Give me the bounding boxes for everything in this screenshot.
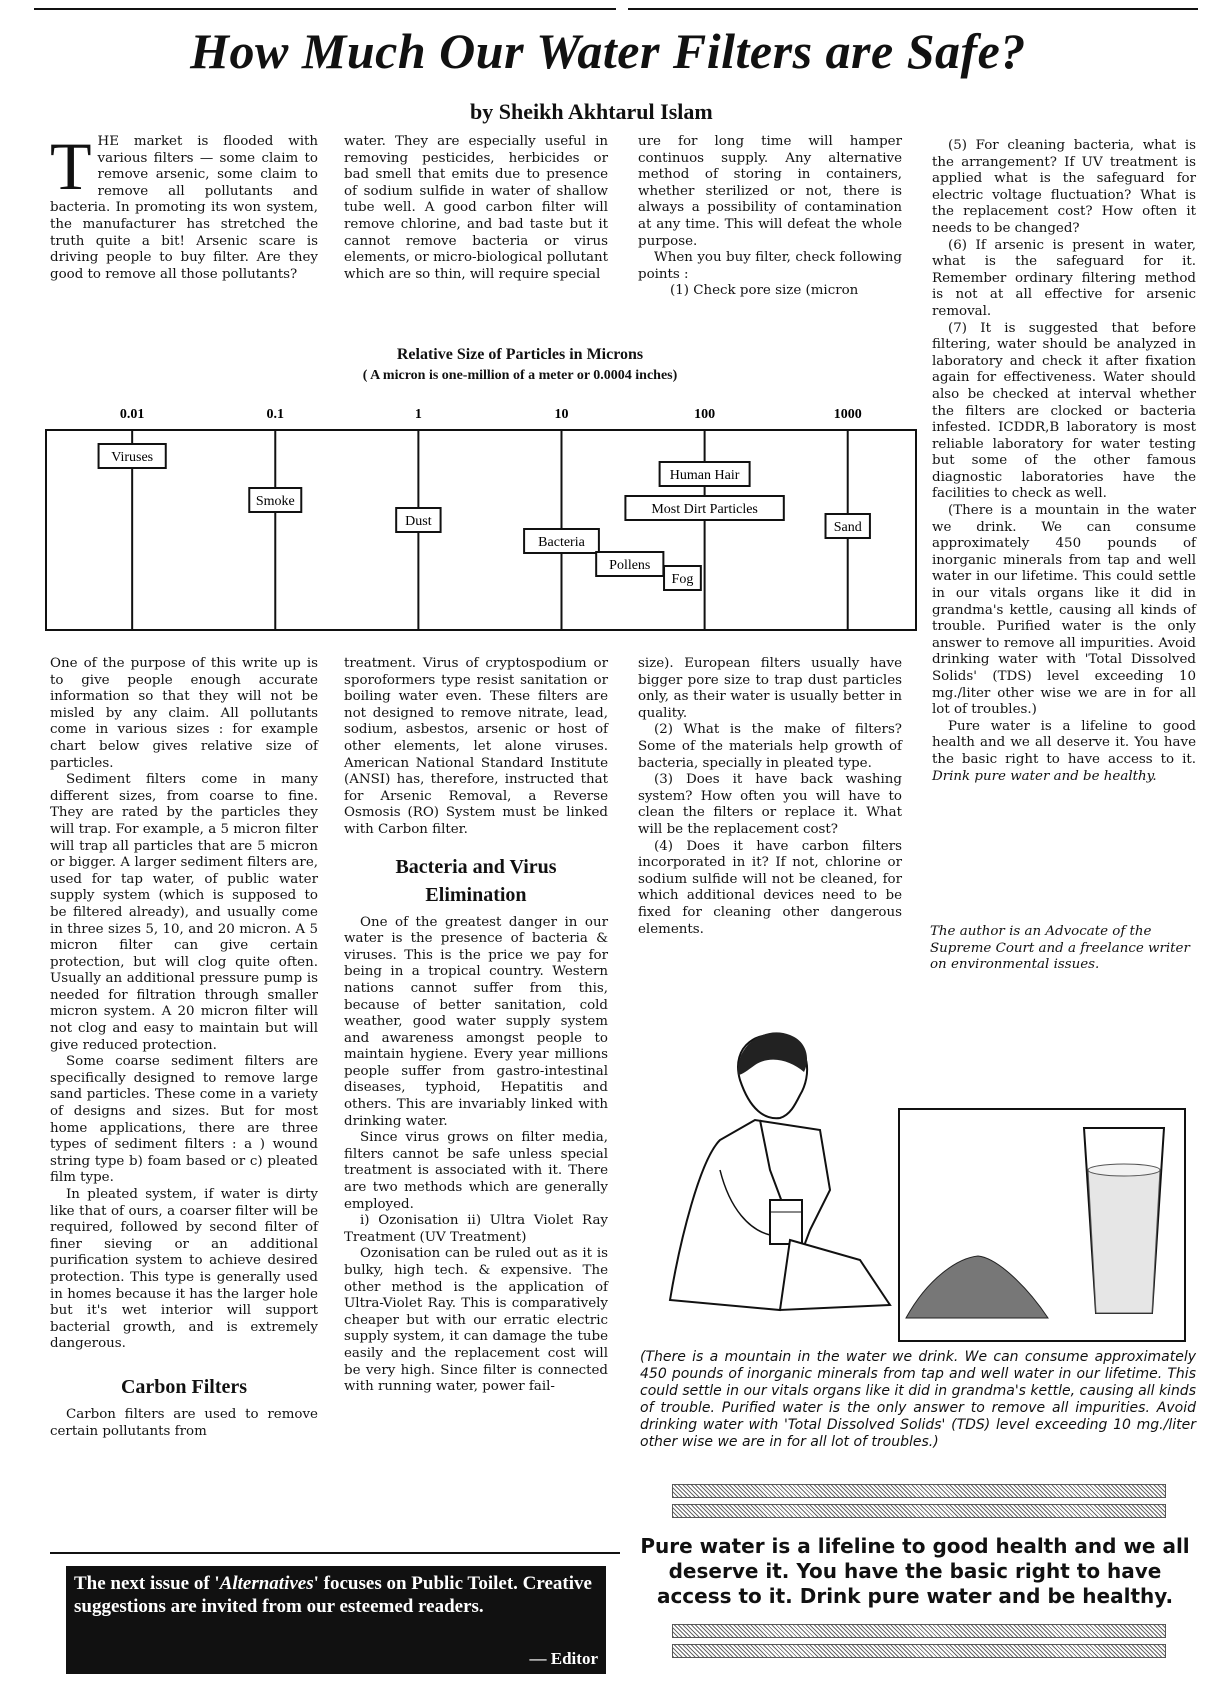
hatch-rule-2 <box>672 1504 1166 1518</box>
particle-box <box>625 496 783 520</box>
tick-label: 0.1 <box>266 407 285 422</box>
paragraph: (There is a mountain in the water we drink. We can consume approximately 450 pounds of inorganic minerals from tap and well water in our lifetime. This could settle in our vitals organs like it did in grandma's kettle, causing all kinds of trouble. Purified water is the only answer to remove all impurities. Avoid drinking water with 'Total Dissolved Solids' (TDS) level exceeding 10 mg./liter other wise we are in for all lot of troubles.) <box>932 503 1196 718</box>
paragraph: Sediment filters come in many different sizes, from coarse to fine. They are rated by the particles they will trap. For example, a 5 micron filter will trap all particles that are 5 micron or bigger. A larger sediment filters are, used for tap water, of public water supply system (which is supposed to be filtered already), and usually come in three sizes 5, 10, and 20 micron. A 5 micron filter can give certain protection, but will clog quite often. Usually an additional pressure pump is needed for filtration through smaller micron system. A 20 micron filter will not clog and easy to maintain but will give reduced protection. <box>50 772 318 1053</box>
paragraph: (5) For cleaning bacteria, what is the arrangement? If UV treatment is applied what is the safeguard for electric voltage fluctuation? What is the replacement cost? How often it needs to be changed? <box>932 138 1196 236</box>
editor-notice <box>66 1566 606 1674</box>
paragraph: (2) What is the make of filters? Some of the materials help growth of bacteria, specially in pleated type. <box>638 722 902 771</box>
paragraph: (4) Does it have carbon filters incorporated in it? If not, chlorine or sodium sulfide will not be cleaned, for which additional devices need to be fixed for cleaning other dangerous elements. <box>638 838 902 937</box>
top-rule-right <box>628 0 1198 10</box>
intro-paragraph: HE market is flooded with various filters — some claim to remove arsenic, some claim to remove all pollutants and bacteria. In promoting its won system, the manufacturer has stretched the truth quite a bit! Arsenic scare is driving people to buy filter. Are they good to remove all those pollutants? <box>50 134 318 282</box>
tick-label: 1 <box>414 407 422 422</box>
closing-text: Pure water is a lifeline to good health and we all deserve it. You have the basic right to have access to it. <box>932 718 1196 767</box>
particle-box <box>660 462 750 486</box>
paragraph: treatment. Virus of cryptospodium or sporoformers type resist sanitation or boiling water even. These filters are not designed to remove nitrate, lead, sodium, asbestos, arsenic or host of other elements, let alone viruses. American National Standard Institute (ANSI) has, therefore, instructed that for Arsenic Removal, a Reverse Osmosis (RO) System must be linked with Carbon filter. <box>344 656 608 837</box>
tick-label: 1000 <box>833 407 862 422</box>
column-3-bottom <box>638 656 902 938</box>
top-rule-left <box>34 0 616 10</box>
paragraph: (1) Check pore size (micron <box>670 283 859 299</box>
man-drinking-illustration <box>660 1020 920 1320</box>
drop-cap: T <box>50 128 92 204</box>
particle-label: Pollens <box>609 558 651 573</box>
hatch-rule-1 <box>672 1484 1166 1498</box>
paragraph: (3) Does it have back washing system? How often you will have to clean the filters or replace it. What will be the replacement cost? <box>638 772 902 837</box>
notice-text-post: ' focuses on Public Toilet. Creative suggestions are invited from our esteemed readers. <box>74 1573 592 1617</box>
article-byline: by Sheikh Akhtarul Islam <box>470 99 713 124</box>
particle-label: Smoke <box>255 494 295 509</box>
article-title: How Much Our Water Filters are Safe? <box>190 23 1026 79</box>
particle-label: Bacteria <box>538 535 585 550</box>
column-1-top <box>50 128 318 283</box>
notice-publication: Alternatives <box>219 1573 314 1594</box>
column-3-top <box>638 134 902 300</box>
tick-label: 0.01 <box>119 407 145 422</box>
particle-box <box>664 566 701 590</box>
hatch-rule-4 <box>672 1644 1166 1658</box>
column-2-bottom <box>344 656 608 1396</box>
particle-box <box>524 529 599 553</box>
closing-italic: Drink pure water and be healthy. <box>932 768 1157 784</box>
pure-water-callout: Pure water is a lifeline to good health and we all deserve it. You have the basic right to have access to it. Drink pure water and be healthy. <box>640 1534 1190 1608</box>
particle-box <box>596 552 663 576</box>
paragraph: Since virus grows on filter media, filters cannot be safe unless special treatment is associated with it. There are two methods which are generally employed. <box>344 1130 608 1212</box>
tick-label: 100 <box>694 407 716 422</box>
column-1-bottom <box>50 656 318 1440</box>
particle-box <box>826 514 870 538</box>
paragraph: (6) If arsenic is present in water, what is the safeguard for it. Remember ordinary filtering method is not at all effective for arsenic removal. <box>932 237 1196 319</box>
notice-text-pre: The next issue of ' <box>74 1573 220 1594</box>
hatch-rule-3 <box>672 1624 1166 1638</box>
chart-title: Relative Size of Particles in Microns <box>396 346 644 363</box>
paragraph: Carbon filters are used to remove certain pollutants from <box>50 1406 318 1439</box>
paragraph: ure for long time will hamper continuos supply. Any alternative method of storing in containers, whether sterilized or not, there is always a possibility of contamination at any time. This will defeat the whole purpose. <box>638 134 902 249</box>
bacteria-virus-heading: Bacteria and Virus Elimination <box>395 855 557 906</box>
notice-editor: — Editor <box>529 1649 598 1668</box>
paragraph: size). European filters usually have bigger pore size to trap dust particles only, as their water is usually better in quality. <box>638 656 902 721</box>
paragraph: Some coarse sediment filters are specifically designed to remove large sand particles. These come in a variety of designs and sizes. But for most home applications, there are three types of sediment filters : a ) wound string type b) foam based or c) pleated film type. <box>50 1054 318 1186</box>
mineral-glass-illustration <box>898 1108 1188 1344</box>
paragraph: i) Ozonisation ii) Ultra Violet Ray Treatment (UV Treatment) <box>344 1213 608 1245</box>
illustration-caption: (There is a mountain in the water we drink. We can consume approximately 450 pounds of inorganic minerals from tap and well water in our lifetime. This could settle in our vitals organs like it did in grandma's kettle, causing all kinds of trouble. Purified water is the only answer to remove all impurities. Avoid drinking water with 'Total Dissolved Solids' (TDS) level exceeding 10 mg./liter other wise we are in for all lot of troubles.) <box>640 1349 1196 1450</box>
column-2-top <box>344 134 608 283</box>
particle-box <box>99 444 166 468</box>
particle-label: Sand <box>833 520 862 535</box>
carbon-filters-heading: Carbon Filters <box>120 1375 248 1398</box>
notice-rule <box>50 1552 620 1554</box>
chart-subtitle: ( A micron is one-million of a meter or 0.0004 inches) <box>362 368 678 383</box>
particle-box <box>249 488 301 512</box>
particle-label: Viruses <box>111 450 154 465</box>
tick-label: 10 <box>554 407 569 422</box>
paragraph: Ozonisation can be ruled out as it is bulky, high tech. & expensive. The other method is the application of Ultra-Violet Ray. This is comparatively cheaper but with our erratic electric supply system, it can damage the tube easily and the replacement cost will be very high. Since filter is connected with running water, power fail- <box>344 1246 608 1395</box>
paragraph: One of the purpose of this write up is to give people enough accurate information so that they will not be misled by any claim. All pollutants come in various sizes : for example chart below gives relative size of particles. <box>50 656 318 771</box>
paragraph: (7) It is suggested that before filtering, water should be analyzed in laboratory and check it after fixation again for effectiveness. Water should also be checked at interval whether the filters are clocked or bacteria infested. ICDDR,B laboratory is most reliable laboratory for water testing but some of the other famous diagnostic laboratories have the facilities to check as well. <box>932 320 1196 502</box>
particle-size-chart <box>46 402 958 642</box>
particle-label: Dust <box>405 514 432 529</box>
paragraph: water. They are especially useful in removing pesticides, herbicides or bad smell that emits due to presence of sodium sulfide in water of shallow tube well. A good carbon filter will remove chlorine, and bad taste but it cannot remove bacteria or virus elements, or micro-biological pollutant which are so thin, will require special <box>344 134 608 282</box>
particle-box <box>396 508 440 532</box>
paragraph: One of the greatest danger in our water is the presence of bacteria & viruses. This is the price we pay for being in a tropical country. Western nations cannot suffer from this, because of better sanitation, cold weather, good water supply system and awareness amongst people to maintain hygiene. Every year millions people suffer from gastro-intestinal diseases, typhoid, Hepatitis and others. This are invariably linked with drinking water. <box>344 914 608 1129</box>
paragraph <box>932 719 1196 785</box>
particle-label: Most Dirt Particles <box>651 502 758 517</box>
paragraph: In pleated system, if water is dirty like that of ours, a coarser filter will be required, followed by second filter of finer sieving or an additional purification system to achieve desired protection. This type is generally used in homes because it has the larger hole but it's wet interior will support bacterial growth, and is extremely dangerous. <box>50 1187 318 1352</box>
particle-label: Human Hair <box>669 468 740 483</box>
author-note: The author is an Advocate of the Supreme Court and a freelance writer on environmental issues. <box>930 924 1190 973</box>
chart-frame <box>46 430 916 630</box>
paragraph: When you buy filter, check following points : <box>638 250 902 282</box>
column-4 <box>932 138 1196 785</box>
particle-label: Fog <box>671 572 694 587</box>
